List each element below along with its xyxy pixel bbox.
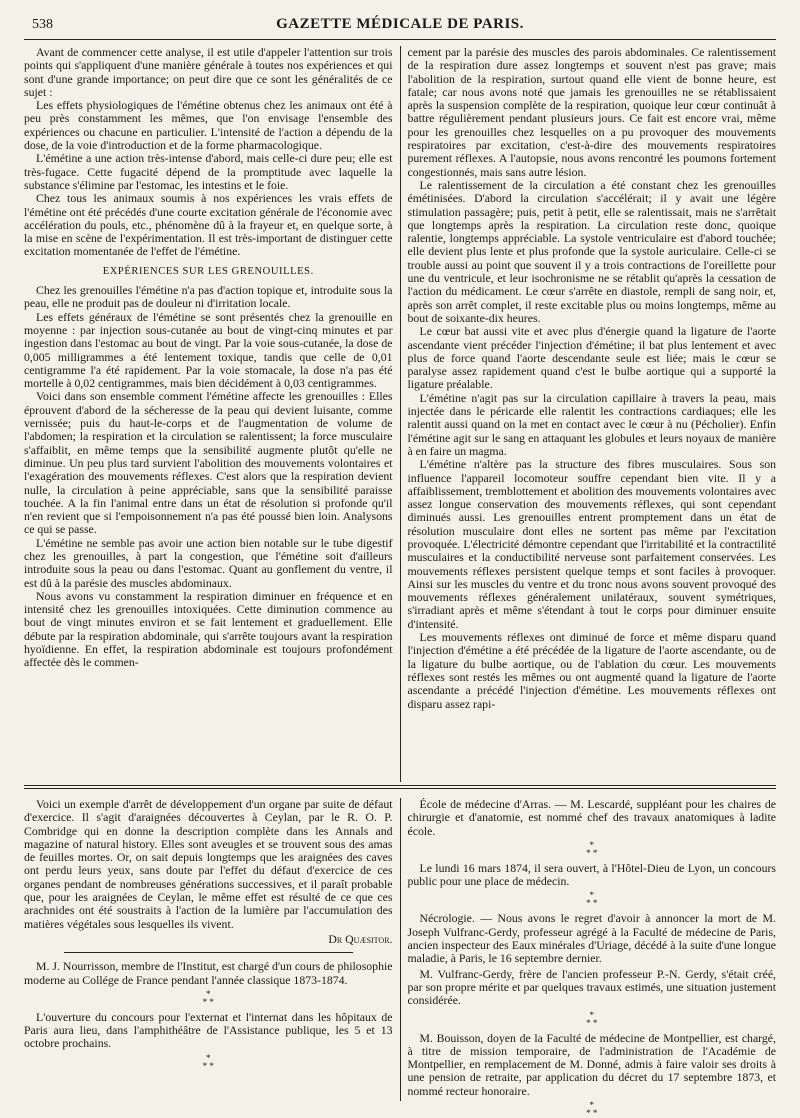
paragraph: Nous avons vu constamment la respiration diminuer en fréquence et en intensité chez les grenouilles intoxiquées. Cette diminution commence au bout de vingt minutes environ et se fait lentement et graduellement. Elle débute par la respiration abdominale, qui s'arrête toujours avant la respiration hyoïdienne. En effet, la respiration abdominale est toujours profondément affectée dès le commen-: [24, 588, 393, 670]
asterisk: *: [586, 898, 591, 909]
asterism-ornament: [24, 1054, 393, 1070]
paragraph: L'émétine n'agit pas sur la circulation capillaire à travers la peau, mais injectée dans le péricarde elle ralentit les contractions cardiaques; elle les ralentit aussi quand on la met en contact avec le cœur à nu (Pécholier). Enfin l'émétine agit sur le sang en attaquant les globules et leurs noyaux de manière à en faire un magma.: [407, 390, 776, 458]
paragraph: Avant de commencer cette analyse, il est utile d'appeler l'attention sur trois points qui s'appliquent d'une manière générale à toutes nos expériences et qui sont d'une grande importance; on peut dire que ce sont les généralités de ce sujet :: [24, 45, 393, 99]
news-columns: [24, 792, 776, 1118]
asterisk: *: [206, 988, 211, 999]
asterisk: *: [592, 1108, 598, 1118]
article-right-column: [401, 46, 777, 782]
asterisk: *: [592, 898, 598, 909]
article-left-column: [24, 46, 400, 782]
asterism-ornament: [408, 1101, 777, 1117]
paragraph: L'émétine a une action très-intense d'abord, mais celle-ci dure peu; elle est très-fugace. Cette fugacité dépend de la promptitude avec laquelle la substance s'élimine par l'estomac, les intestins et le foie.: [24, 151, 393, 192]
asterisk: *: [586, 1017, 591, 1028]
paragraph: École de médecine d'Arras. — M. Lescardé, suppléant pour les chaires de chirurgie et d'anatomie, est nommé chef des travaux anatomiques à ladite école.: [407, 797, 776, 838]
paragraph: L'émétine ne semble pas avoir une action bien notable sur le tube digestif chez les grenouilles, à part la congestion, que l'émétine soit d'ailleurs introduite sous la peau ou dans l'estomac. Quant au gonflement du ventre, il est dû à la parésie des muscles abdominaux.: [24, 535, 393, 590]
asterisk: *: [586, 847, 591, 858]
paragraph: Le ralentissement de la circulation a été constant chez les grenouilles émétinisées. D'abord la circulation s'accélérait; il y avait une légère stimulation passagère; puis, petit à petit, elle se ralentissait, mais ne s'arrêtait que longtemps après la respiration. La circulation reste donc, quoique ralentie, longtemps appréciable. La systole ventriculaire est d'abord touchée; elle devient plus lente et plus profonde que la systole auriculaire. Celle-ci se trouble aussi au point que souvent il y a trois contractions de l'oreillette pour une du ventricule, et leur isochronisme ne se rétablit qu'après la cessation de l'action du médicament. Le cœur s'arrête en diastole, rempli de sang noir, et, après son arrêt complet, il reste excitable plus ou moins longtemps, même au bout de soixante-dix heures.: [407, 177, 776, 325]
paragraph: M. Vulfranc-Gerdy, frère de l'ancien professeur P.-N. Gerdy, s'était créé, par son propre mérite et par quelques travaux estimés, une situation justement considérée.: [407, 966, 776, 1008]
signature: Dr Quæsitor.: [328, 931, 393, 946]
paragraph: Chez les grenouilles l'émétine n'a pas d'action topique et, introduite sous la peau, elle ne produit pas de douleur ni d'irritation locale.: [24, 283, 393, 311]
asterisk: *: [209, 1060, 214, 1071]
page-number: 538: [32, 17, 53, 32]
paragraph: Les effets généraux de l'émétine se sont présentés chez la grenouille en moyenne : par injection sous-cutanée au bout de vingt-cinq minutes et par ingestion dans l'estomac au bout de vingt. Par la voie sous-cutanée, la dose de 0,005 milligrammes a été lentement toxique, tandis que celle de 0,01 centigramme l'a été rapidement. Par la voie stomacale, la dose n'a pas été mortelle à 0,02 centigrammes, mais bien décidément à 0,03 centigrammes.: [24, 309, 393, 391]
asterisk: *: [589, 1100, 594, 1111]
paragraph: Voici un exemple d'arrêt de développement d'un organe par suite de défaut d'exercice. Il s'agit d'araignées découvertes à Ceylan, par le R. O. P. Combridge qui en donne la description complète dans les Annals and magazine of natural history. Elles sont aveugles et se trouvent sous des amas de feuilles mortes. Or, on sait depuis longtemps que les araignées des caves ont perdu leurs yeux, sans doute par l'effet du défaut d'exercice de ces organes pendant de nombreuses générations successives, et il paraît probable que, pour les araignées de Ceylan, le même effet est résulté de ce que ces arachnides ont été soustraits à l'action de la lumière par l'accumulation des matières végétales sous lesquelles ils vivent.: [24, 797, 393, 931]
paragraph: Nécrologie. — Nous avons le regret d'avoir à annoncer la mort de M. Joseph Vulfranc-Gerdy, professeur agrégé à la Faculté de médecine de Paris, ancien inspecteur des Eaux minérales d'Uriage, décédé à la suite d'une longue maladie, à Paris, le 16 septembre dernier.: [407, 911, 776, 966]
paragraph: Les effets physiologiques de l'émétine obtenus chez les animaux ont été à peu près constamment les mêmes, que l'on envisage l'ensemble des expériences ou chacune en particulier. L'intensité de l'action a dépendu de la dose, de la voie d'introduction et de la forme pharmacologique.: [24, 98, 393, 153]
asterisk-pair: [408, 899, 777, 907]
paragraph: Chez tous les animaux soumis à nos expériences les vrais effets de l'émétine ont été précédés d'une courte excitation générale de l'économie avec accélération du pouls, etc., phénomène dû à la frayeur et, en quelque sorte, à la mise en scène de l'expérimentation. Il est très-important de distinguer cette excitation momentanée de l'effet de l'émétine.: [24, 191, 393, 259]
paragraph: L'émétine n'altère pas la structure des fibres musculaires. Sous son influence l'appareil locomoteur souffre cependant bien vite. Il y a affaiblissement, tremblottement et abolition des mouvements volontaires avec assez longue conservation des mouvements réflexes, qui sont cependant diminués aussi. Les grenouilles entrent promptement dans un état de résolution musculaire dont elles ne sortent pas même par l'excitation provoquée. L'électricité démontre cependant que l'irritabilité et la contractilité musculaires et la conductibilité nerveuse sont parfaitement conservées. Les mouvements réflexes persistent quelque temps et sont faciles à provoquer. Ainsi sur les muscles du ventre et du tronc nous avons souvent provoqué des mouvements réflexes généralement unilatéraux, souvent symétriques, s'irradiant après et même s'étendant à tout le corps pour diminuer ensuite d'intensité.: [407, 457, 776, 631]
article-columns: [24, 40, 776, 782]
asterisk-pair: [408, 1019, 777, 1027]
paragraph: Le cœur bat aussi vite et avec plus d'énergie quand la ligature de l'aorte ascendante vient précéder l'injection d'émétine; il bat plus lentement et avec plus de force quand l'aorte descendante seule est liée; mais le cœur se paralyse assez rapidement quand c'est le bulbe aortique qui a supporté la ligature préalable.: [407, 324, 776, 392]
asterisk: *: [589, 839, 594, 850]
divider: [64, 952, 353, 953]
asterism-ornament: [408, 841, 777, 857]
asterism-ornament: [24, 990, 393, 1006]
paragraph: L'ouverture du concours pour l'externat et l'internat dans les hôpitaux de Paris aura lieu, dans l'amphithéâtre de l'Assistance publique, les 5 et 13 octobre prochains.: [24, 1009, 393, 1051]
news-left-column: [24, 798, 400, 1101]
asterism-ornament: [408, 891, 777, 907]
asterisk-pair: [24, 1062, 393, 1070]
page-header: [24, 14, 776, 40]
asterisk: *: [206, 1052, 211, 1063]
paragraph: Les mouvements réflexes ont diminué de force et même disparu quand l'injection d'émétine a été précédée de la ligature de l'aorte ascendante, ou de la ligature du bulbe aortique, ou de l'ablation du cœur. Les mouvements réflexes sont restés les mêmes ou ont augmenté quand la ligature de l'aorte ascendante a précédé l'injection d'émétine. Les mouvements réflexes ont disparu assez rapi-: [407, 630, 776, 711]
journal-title: GAZETTE MÉDICALE DE PARIS.: [276, 16, 524, 32]
asterisk: *: [592, 1017, 598, 1028]
paragraph: Voici dans son ensemble comment l'émétine affecte les grenouilles : Elles éprouvent d'abord de la sécheresse de la peau qui devient luisante, comme vernissée; puis du haut-le-corps et de l'augmentation de volume de l'abdomen; la respiration et la circulation se ralentissent; la force musculaire s'affaiblit, en même temps que la sensibilité augmente plutôt qu'elle ne diminue. Un peu plus tard survient l'abolition des mouvements volontaires et l'exagération des mouvements réflexes. C'est alors que la respiration devient nulle, la circulation à peine appréciable, sans que la sensibilité paraisse touchée. A la fin l'animal entre dans un état de résolution si profonde qu'il n'en revient que si l'empoisonnement n'a pas été poussé bien loin. Analysons ce qui se passe.: [24, 389, 393, 537]
asterisk: *: [202, 996, 208, 1007]
asterisk: *: [586, 1108, 591, 1118]
paragraph: cement par la parésie des muscles des parois abdominales. Ce ralentissement de la respiration dure assez longtemps et souvent n'est pas grave; mais l'abolition de la respiration, surtout quand elle vient de bonne heure, est fatale; car nous avons noté que jamais les grenouilles ne se rétablissaient après la suspension complète de la respiration, quoique leur cœur continuât à battre régulièrement pendant plusieurs jours. Ce fait est encore vrai, même pour les grenouilles chez lesquelles on a pu provoquer des mouvements respiratoires par excitation, c'est-à-dire des mouvements respiratoires purement réflexes. A l'autopsie, nous avons rencontré les poumons fortement congestionnés, mais sans autre lésion.: [407, 45, 776, 179]
paragraph: M. Bouisson, doyen de la Faculté de médecine de Montpellier, est chargé, à titre de mission temporaire, de l'administration de l'Académie de Montpellier, en remplacement de M. Donné, admis à faire valoir ses droits à une pension de retraite, par application du décret du 17 septembre 1873, et nommé recteur honoraire.: [407, 1030, 776, 1098]
section-heading: EXPÉRIENCES SUR LES GRENOUILLES.: [102, 265, 314, 277]
paragraph: M. J. Nourrisson, membre de l'Institut, est chargé d'un cours de philosophie moderne au Collége de France pendant l'année classique 1873-1874.: [24, 959, 393, 987]
asterisk: *: [209, 996, 214, 1007]
double-rule-separator: [24, 782, 776, 792]
asterisk: *: [589, 1009, 594, 1020]
asterisk: *: [589, 890, 594, 901]
asterisk-pair: [24, 998, 393, 1006]
asterisk-pair: [408, 849, 777, 857]
news-right-column: [401, 797, 777, 1118]
asterisk-pair: [408, 1109, 777, 1117]
asterisk: *: [592, 847, 598, 858]
paragraph: Le lundi 16 mars 1874, il sera ouvert, à l'Hôtel-Dieu de Lyon, un concours public pour une place de médecin.: [407, 860, 776, 889]
asterism-ornament: [408, 1011, 777, 1027]
asterisk: *: [202, 1060, 208, 1071]
